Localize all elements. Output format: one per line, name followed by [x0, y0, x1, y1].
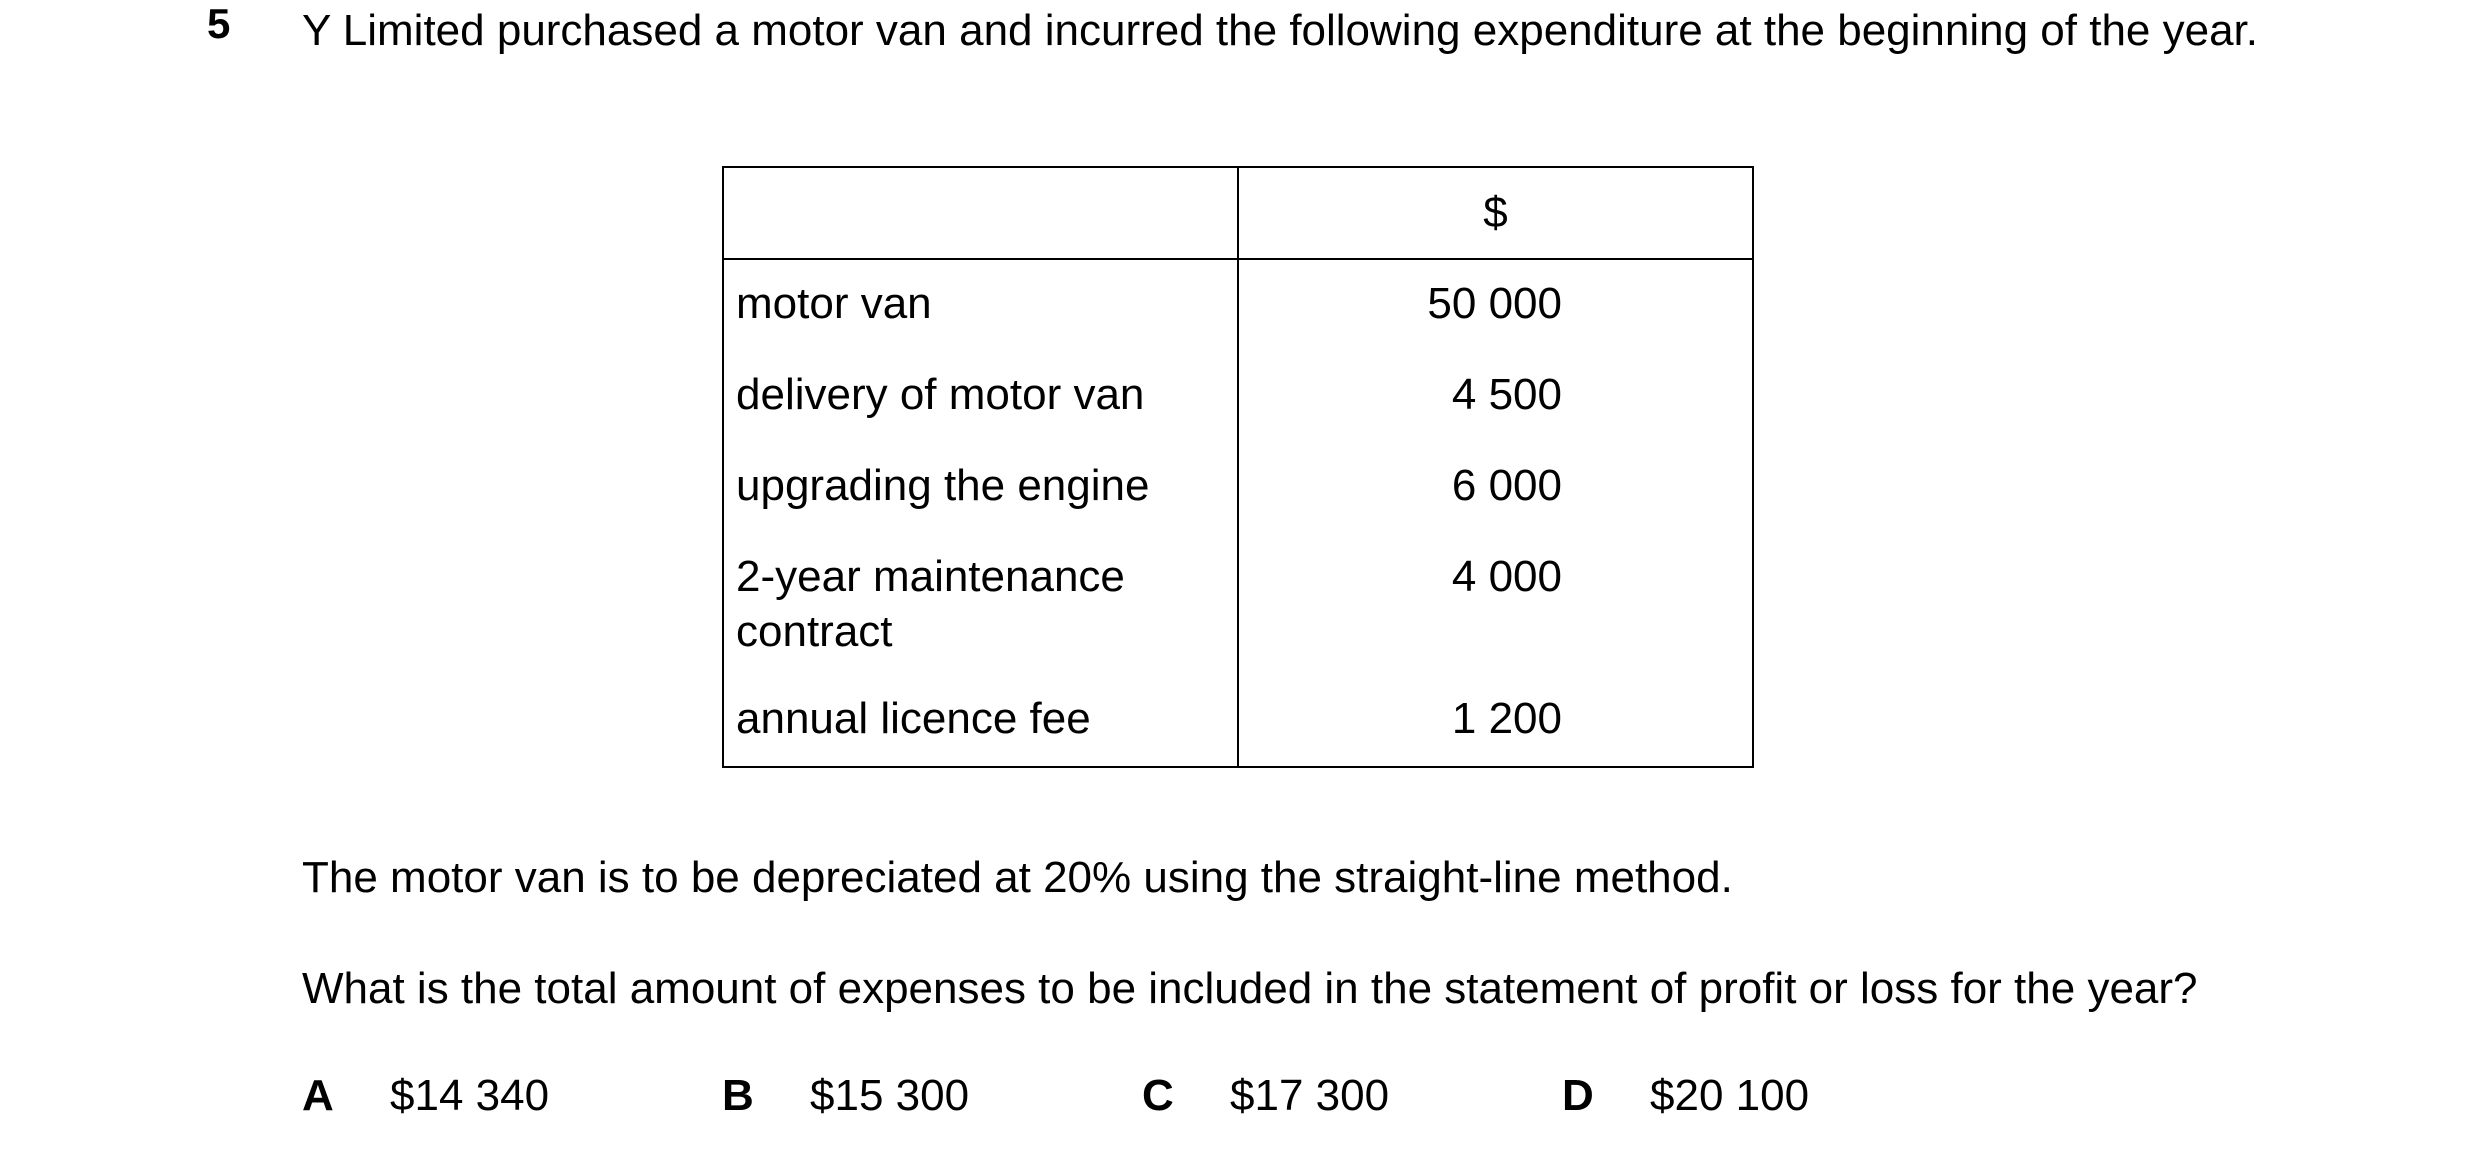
expense-item: annual licence fee — [723, 675, 1238, 767]
table-header-row — [723, 167, 1753, 259]
option-letter: C — [1142, 1071, 1174, 1120]
header-item-column — [723, 167, 1238, 259]
table-row — [723, 533, 1753, 675]
expense-item: 2-year maintenance contract — [723, 533, 1238, 675]
expense-amount: 1 200 — [1238, 675, 1753, 767]
expense-item: motor van — [723, 259, 1238, 351]
option-value: $20 100 — [1650, 1071, 1810, 1120]
option-value: $17 300 — [1230, 1071, 1390, 1120]
question-number: 5 — [207, 0, 231, 47]
expense-amount: 4 000 — [1238, 533, 1753, 675]
depreciation-statement: The motor van is to be depreciated at 20% using the straight-line method. — [302, 853, 1733, 902]
table-row — [723, 442, 1753, 533]
header-amount-column: $ — [1238, 167, 1753, 259]
option-value: $15 300 — [810, 1071, 970, 1120]
option-letter: A — [302, 1071, 334, 1120]
question-stem: Y Limited purchased a motor van and incurred the following expenditure at the beginning of the year. — [302, 6, 2259, 55]
expense-amount: 50 000 — [1238, 259, 1753, 351]
option-value: $14 340 — [390, 1071, 550, 1120]
table-row — [723, 259, 1753, 351]
option-letter: D — [1562, 1071, 1594, 1120]
table-row — [723, 675, 1753, 767]
expense-amount: 4 500 — [1238, 351, 1753, 442]
expense-item: delivery of motor van — [723, 351, 1238, 442]
expense-amount: 6 000 — [1238, 442, 1753, 533]
expense-item: upgrading the engine — [723, 442, 1238, 533]
table-row — [723, 351, 1753, 442]
question-prompt: What is the total amount of expenses to be included in the statement of profit or loss for the year? — [302, 964, 2198, 1013]
option-letter: B — [722, 1071, 754, 1120]
expenditure-table — [722, 166, 1754, 768]
